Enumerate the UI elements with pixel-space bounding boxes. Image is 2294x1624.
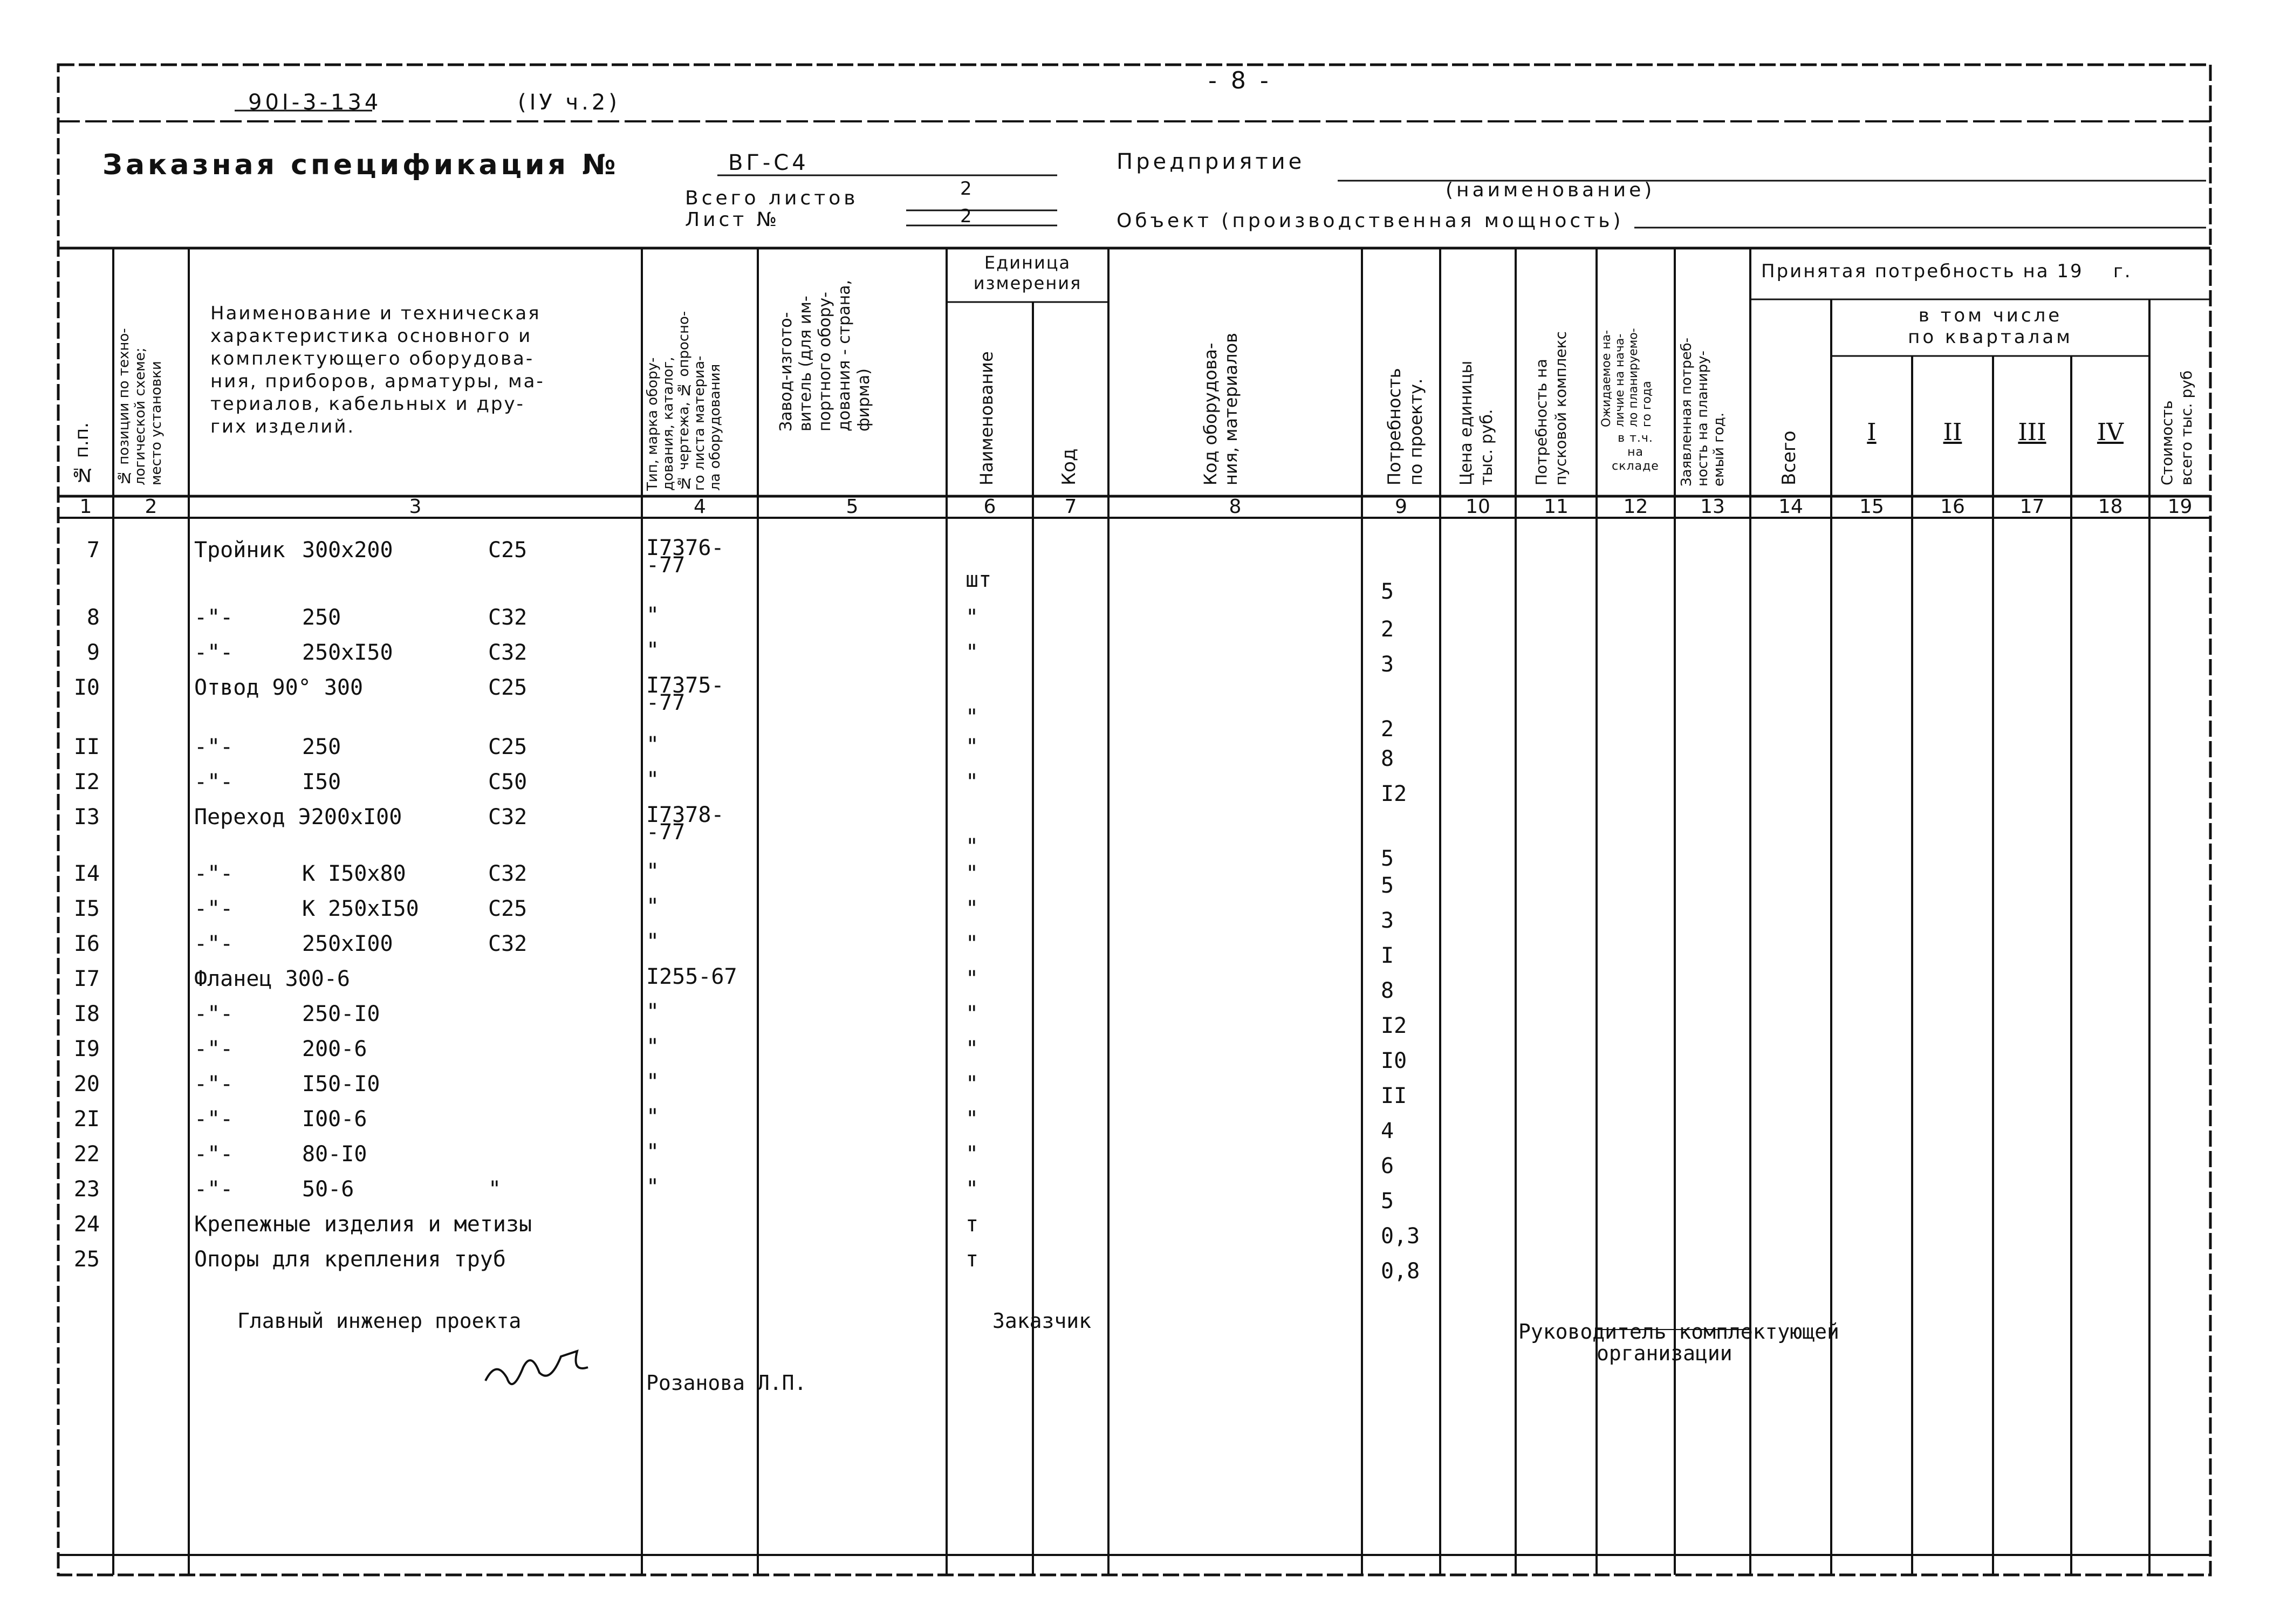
row-type-mark: " [646,603,660,628]
row-quantity: I0 [1381,1049,1407,1073]
row-item: -"- [194,1177,234,1202]
row-quantity: 8 [1381,746,1394,771]
row-item: -"- [194,735,234,759]
row-type-mark: I7378- -77 [646,803,724,845]
row-number: 2I [73,1107,100,1132]
row-number: 24 [73,1212,100,1237]
spec-number: ВГ-С4 [728,150,809,175]
total-sheets-label: Всего листов [685,187,859,209]
row-type-mark: " [646,638,660,663]
row-quantity: 8 [1381,978,1394,1003]
row-size: 80-I0 [302,1142,367,1167]
row-unit: " [965,967,979,991]
row-size: I50 [302,770,341,794]
col-5-header: Завод-изгото- витель (для им- портного обору- дования - страна, фирма) [777,279,873,431]
unit-group-header: Единица измерения [973,252,1082,293]
row-item: -"- [194,931,234,956]
row-unit: т [965,1212,979,1237]
row-unit: " [965,1177,979,1202]
row-type-mark: " [646,1140,660,1164]
page-number: - 8 - [1208,67,1272,94]
row-size: 250xI50 [302,640,393,665]
sheet-number: 2 [960,205,975,227]
column-number: 14 [1778,496,1803,518]
chief-engineer-label: Главный инженер проекта [237,1309,522,1333]
column-number: 12 [1623,496,1648,518]
row-material: С50 [488,770,528,794]
row-quantity: 5 [1381,873,1394,898]
col-4-header: Тип, марка обору- дования, каталог, № чертежа, № опросно- го листа материа- ла оборудования [645,311,723,491]
row-item: -"- [194,1142,234,1167]
q2-header: II [1943,419,1962,446]
row-number: I7 [73,967,100,991]
row-item: -"- [194,1002,234,1026]
row-quantity: I2 [1381,1013,1407,1038]
row-number: I4 [73,861,100,886]
col-13-header: Заявленная потреб- ность на планиру- емый год. [1679,338,1727,486]
row-type-mark: I7376- -77 [646,536,724,578]
row-quantity: II [1381,1084,1407,1108]
enterprise-name-hint: (наименование) [1446,179,1655,201]
row-item: Отвод 90° 300 [194,675,364,700]
column-number: 5 [846,496,859,518]
row-unit: " [965,896,979,921]
row-number: I6 [73,931,100,956]
q3-header: III [2018,419,2046,446]
row-quantity: 0,3 [1381,1224,1420,1249]
row-unit: " [965,1107,979,1132]
row-quantity: I [1381,943,1394,968]
q1-header: I [1867,419,1877,446]
manager-label: Руководитель комплектующей [1518,1320,1839,1344]
row-number: 23 [73,1177,100,1202]
row-type-mark: " [646,1070,660,1094]
row-size: 250 [302,735,341,759]
column-number: 10 [1466,496,1490,518]
row-size: 250-I0 [302,1002,380,1026]
column-number: 2 [145,496,158,518]
column-number: 19 [2167,496,2193,518]
column-number: 15 [1859,496,1884,518]
doc-part: (IУ ч.2) [518,90,620,115]
row-item: -"- [194,770,234,794]
col-6-header: Наименование [976,351,997,485]
column-number: 3 [409,496,422,518]
row-number: 22 [73,1142,100,1167]
row-material: С25 [488,896,528,921]
row-unit: " [965,1142,979,1167]
row-unit: " [965,1037,979,1061]
row-material: С32 [488,640,528,665]
row-type-mark: " [646,894,660,919]
row-quantity: 6 [1381,1154,1394,1178]
sheet-label: Лист № [685,209,780,231]
row-number: I2 [73,770,100,794]
row-item: -"- [194,605,234,630]
column-number: 6 [983,496,996,518]
col-2-header: № позиции по техно- логической схеме; место установки [116,328,165,485]
row-number: I0 [73,675,100,700]
row-quantity: 5 [1381,1189,1394,1214]
row-number: 20 [73,1072,100,1097]
row-type-mark: " [646,1105,660,1129]
row-type-mark: " [646,732,660,757]
row-number: II [73,735,100,759]
row-type-mark: " [646,1175,660,1200]
accepted-group-header: Принятая потребность на 19 г. [1761,261,2132,282]
column-number: 4 [694,496,706,518]
row-quantity: 5 [1381,579,1394,604]
row-quantity: 2 [1381,617,1394,642]
row-quantity: 0,8 [1381,1259,1420,1284]
row-size: I00-6 [302,1107,367,1132]
row-size: 250 [302,605,341,630]
row-unit: " [965,640,979,665]
row-type-mark: " [646,929,660,954]
row-type-mark: I7375- -77 [646,673,724,715]
col-14-header: Всего [1778,430,1800,485]
row-item: -"- [194,896,234,921]
row-item: Опоры для крепления труб [194,1247,506,1272]
col-10-header: Цена единицы тыс. руб. [1457,360,1496,485]
row-size: I50-I0 [302,1072,380,1097]
row-size: 200-6 [302,1037,367,1061]
column-number: 18 [2098,496,2123,518]
row-type-mark: " [646,999,660,1024]
row-quantity: I2 [1381,782,1407,806]
row-quantity: 5 [1381,846,1394,871]
row-unit: " [965,705,979,730]
row-material: С25 [488,735,528,759]
signature-mark [485,1351,588,1384]
row-material: " [488,1177,502,1202]
row-material: С32 [488,861,528,886]
q4-header: IV [2097,419,2124,446]
spec-title: Заказная спецификация № [102,149,619,181]
row-number: I9 [73,1037,100,1061]
row-number: I3 [73,805,100,830]
row-number: 25 [73,1247,100,1272]
enterprise-label: Предприятие [1117,149,1305,174]
row-size: К I50x80 [302,861,406,886]
row-item: Тройник [194,538,285,563]
column-number: 11 [1544,496,1569,518]
row-type-mark: I255-67 [646,964,737,989]
column-number: 13 [1700,496,1725,518]
row-unit: " [965,1002,979,1026]
manager-label-2: организации [1597,1341,1733,1365]
row-item: -"- [194,861,234,886]
column-number: 9 [1395,496,1407,518]
row-quantity: 4 [1381,1119,1394,1143]
row-quantity: 3 [1381,652,1394,677]
row-unit: " [965,735,979,759]
quarter-group-header: в том числе по кварталам [1908,305,2073,348]
row-unit: т [965,1247,979,1272]
row-unit: " [965,931,979,956]
chief-engineer-name: Розанова Л.П. [646,1371,807,1395]
col-1-header: № п.п. [71,422,93,485]
object-label: Объект (производственная мощность) [1117,210,1624,232]
column-number: 8 [1229,496,1242,518]
row-type-mark: " [646,859,660,884]
col-11-header: Потребность на пусковой комплекс [1532,331,1570,485]
column-number: 16 [1940,496,1965,518]
row-unit: " [965,861,979,886]
row-item: -"- [194,1072,234,1097]
row-material: С32 [488,805,528,830]
row-material: С25 [488,675,528,700]
column-number: 1 [79,496,92,518]
row-size: 250xI00 [302,931,393,956]
col-9-header: Потребность по проекту. [1384,368,1426,485]
row-quantity: 3 [1381,908,1394,933]
row-item: Крепежные изделия и метизы [194,1212,532,1237]
total-sheets: 2 [960,178,975,200]
row-number: I5 [73,896,100,921]
row-size: К 250xI50 [302,896,419,921]
row-size: 300x200 [302,538,393,563]
row-item: Фланец 300-6 [194,967,350,991]
col-3-header: Наименование и техническая характеристика основного и комплектующего оборудова- ния, приборов, арматуры, ма- териалов, кабельных и дру- гих изделий. [210,303,545,437]
row-quantity: 2 [1381,717,1394,742]
row-item: -"- [194,640,234,665]
row-unit: " [965,770,979,794]
doc-code: 90I-3-134 [248,90,382,115]
row-item: -"- [194,1107,234,1132]
row-unit: " [965,605,979,630]
row-material: С25 [488,538,528,563]
row-type-mark: " [646,768,660,792]
col-8-header: Код оборудова- ния, материалов [1200,333,1241,485]
row-number: 9 [86,640,100,665]
row-size: 50-6 [302,1177,354,1202]
row-item: Переход Э200xI00 [194,805,402,830]
column-number: 17 [2019,496,2045,518]
row-unit: " [965,834,979,859]
col-7-header: Код [1058,448,1080,485]
row-number: 8 [86,605,100,630]
col-12-sub-header: в т.ч. на складе [1612,431,1659,473]
row-type-mark: " [646,1034,660,1059]
col-19-header: Стоимость всего тыс. руб [2158,370,2195,485]
column-number: 7 [1064,496,1077,518]
row-unit: шт [965,567,992,592]
customer-label: Заказчик [992,1309,1092,1333]
row-unit: " [965,1072,979,1097]
col-12-header: Ожидаемое на- личие на нача- ло планируемо- го года [1600,328,1654,427]
row-material: С32 [488,605,528,630]
row-material: С32 [488,931,528,956]
row-item: -"- [194,1037,234,1061]
row-number: 7 [86,538,100,563]
row-number: I8 [73,1002,100,1026]
